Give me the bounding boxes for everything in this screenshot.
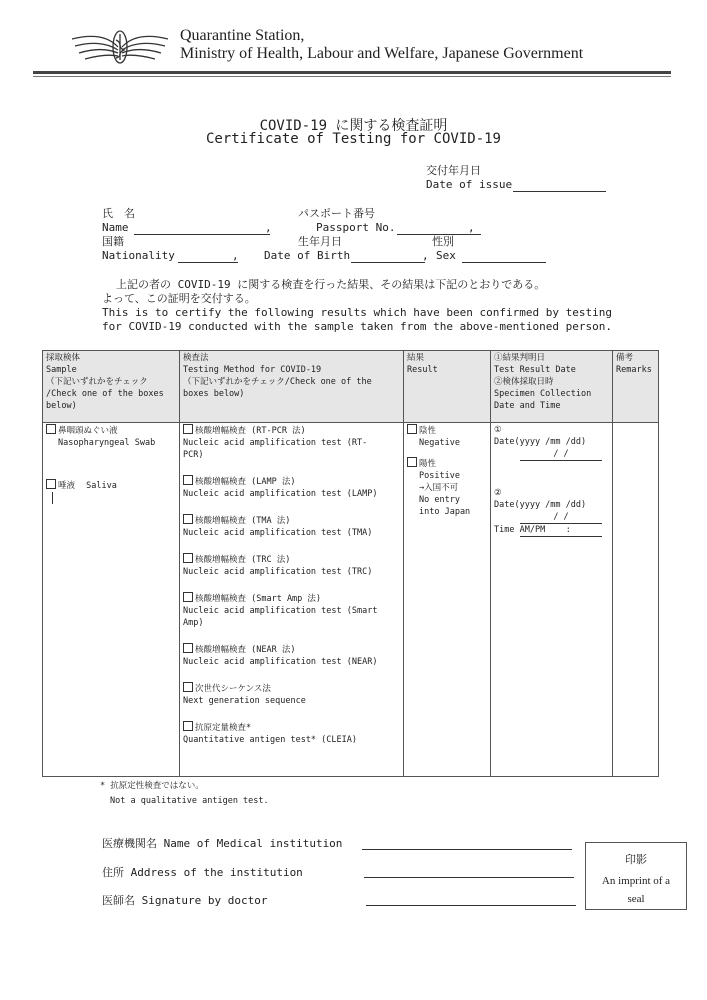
title-japanese: COVID-19 に関する検査証明 (259, 118, 448, 134)
header-method: 検査法 Testing Method for COVID-19 （下記いずれかをチェック/Check one of the boxes below) (180, 351, 404, 423)
issue-date-label-en: Date of issue (426, 178, 513, 191)
org-line-2: Ministry of Health, Labour and Welfare, Japanese Government (180, 45, 584, 62)
seal-label-en-2: seal (627, 893, 645, 905)
dob-label-ja: 生年月日 (298, 235, 342, 248)
method-option-ngs: 次世代シーケンス法 Next generation sequence (183, 684, 306, 706)
issue-date-field[interactable] (513, 191, 606, 192)
test-table (42, 350, 659, 777)
seal-label-en-1: An imprint of a (601, 875, 671, 887)
sex-label-en: Sex (436, 249, 456, 262)
dob-comma: , (422, 249, 429, 262)
result-date-field[interactable]: / / (494, 448, 609, 461)
header-result: 結果 Result (404, 351, 491, 423)
name-field[interactable] (134, 234, 270, 235)
statement-ja-1: 上記の者の COVID-19 に関する検査を行った結果、その結果は下記のとおりである。 (116, 278, 546, 291)
sample-option-swab: 鼻咽頭ぬぐい液 (46, 424, 176, 437)
nationality-label-en: Nationality (102, 249, 175, 262)
method-option-trc: 核酸増幅検査 (TRC 法) Nucleic acid amplification test (TRC) (183, 555, 373, 577)
institution-name-field[interactable] (362, 849, 572, 850)
sample-cell (43, 423, 180, 777)
nationality-label-ja: 国籍 (102, 235, 124, 248)
swab-checkbox[interactable] (46, 424, 56, 434)
statement-ja-2: よって、この証明を交付する。 (102, 292, 256, 305)
nationality-comma: , (232, 249, 239, 262)
issue-date-label-ja: 交付年月日 (426, 164, 481, 177)
sex-label-ja: 性別 (432, 235, 454, 248)
name-comma: , (265, 221, 272, 234)
footnote-ja: * 抗原定性検査ではない。 (100, 781, 204, 791)
doctor-signature-label: 医師名 Signature by doctor (102, 894, 268, 907)
sex-field[interactable] (462, 262, 546, 263)
seal-box[interactable] (585, 842, 687, 910)
footnote-en: Not a qualitative antigen test. (110, 796, 269, 806)
passport-label-en: Passport No. (316, 221, 396, 234)
near-checkbox[interactable] (183, 643, 193, 653)
sample-option-saliva: 唾液 Saliva (46, 479, 176, 492)
method-option-near: 核酸増幅検査 (NEAR 法) Nucleic acid amplification test (NEAR) (183, 645, 378, 667)
method-option-smartamp: 核酸増幅検査 (Smart Amp 法) Nucleic acid amplification test (Smart Amp) (183, 594, 378, 628)
trc-checkbox[interactable] (183, 553, 193, 563)
saliva-checkbox[interactable] (46, 479, 56, 489)
header-rule (33, 71, 671, 74)
method-option-rtpcr: 核酸増幅検査 (RT-PCR 法) Nucleic acid amplification test (RT- PCR) (183, 426, 368, 460)
result-cell (404, 423, 491, 777)
table-row (43, 423, 659, 777)
result-option-negative: 陰性 Negative (407, 424, 487, 449)
lamp-checkbox[interactable] (183, 475, 193, 485)
collection-time-field[interactable]: Time AM/PM : (494, 524, 609, 537)
smartamp-checkbox[interactable] (183, 592, 193, 602)
negative-checkbox[interactable] (407, 424, 417, 434)
dob-field[interactable] (351, 262, 425, 263)
collection-date-field[interactable]: / / (494, 511, 609, 524)
remarks-cell[interactable] (613, 423, 659, 777)
nationality-field[interactable] (178, 262, 238, 263)
header-rule-thin (33, 76, 671, 77)
ngs-checkbox[interactable] (183, 682, 193, 692)
text-cursor (52, 492, 53, 504)
name-label-en: Name (102, 221, 129, 234)
method-option-lamp: 核酸増幅検査 (LAMP 法) Nucleic acid amplification test (LAMP) (183, 477, 378, 499)
table-header-row (43, 351, 659, 423)
statement-en-2: for COVID-19 conducted with the sample taken from the above-mentioned person. (102, 320, 612, 333)
header-sample: 採取検体 Sample （下記いずれかをチェック /Check one of the boxes below) (43, 351, 180, 423)
antigen-checkbox[interactable] (183, 721, 193, 731)
date-cell (491, 423, 613, 777)
result-date-mark: ① (494, 425, 502, 435)
seal-label-ja: 印影 (625, 854, 647, 866)
institution-address-label: 住所 Address of the institution (102, 866, 303, 879)
statement-en-1: This is to certify the following results which have been confirmed by testing (102, 306, 612, 319)
positive-checkbox[interactable] (407, 457, 417, 467)
swab-label-en: Nasopharyngeal Swab (58, 438, 156, 448)
winged-emblem-icon (70, 26, 170, 68)
tma-checkbox[interactable] (183, 514, 193, 524)
rtpcr-checkbox[interactable] (183, 424, 193, 434)
collection-date-mark: ② (494, 488, 502, 498)
name-label-ja: 氏 名 (102, 207, 135, 220)
result-option-positive: 陽性 Positive →入国不可 No entry into Japan (407, 457, 487, 518)
collection-date-format: Date(yyyy /mm /dd) (494, 500, 587, 510)
header-date: ①結果判明日 Test Result Date ②検体採取日時 Specimen Collection Date and Time (491, 351, 613, 423)
method-cell (180, 423, 404, 777)
doctor-signature-field[interactable] (366, 905, 576, 906)
method-option-antigen: 抗原定量検査* Quantitative antigen test* (CLEIA) (183, 723, 357, 745)
dob-label-en: Date of Birth (264, 249, 351, 262)
header-remarks: 備考 Remarks (613, 351, 659, 423)
institution-name-label: 医療機関名 Name of Medical institution (102, 837, 343, 850)
passport-label-ja: パスポート番号 (298, 207, 375, 220)
org-line-1: Quarantine Station, (180, 27, 305, 44)
result-date-format: Date(yyyy /mm /dd) (494, 437, 587, 447)
method-option-tma: 核酸増幅検査 (TMA 法) Nucleic acid amplification test (TMA) (183, 516, 373, 538)
title-english: Certificate of Testing for COVID-19 (205, 131, 501, 147)
passport-comma: , (468, 221, 475, 234)
institution-address-field[interactable] (364, 877, 574, 878)
